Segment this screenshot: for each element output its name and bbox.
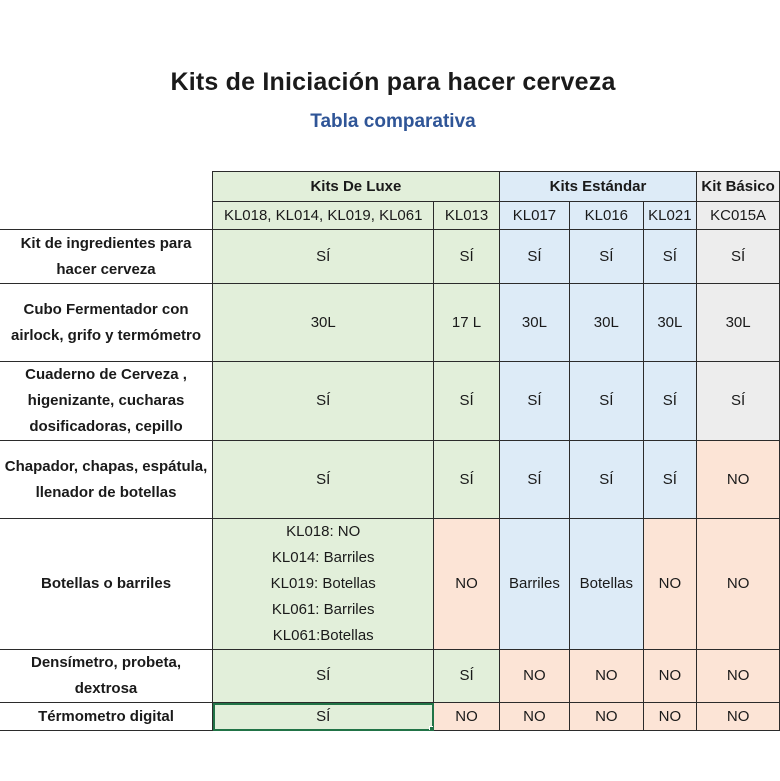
row-label[interactable]: Cuaderno de Cerveza , higenizante, cucharas dosificadoras, cepillo xyxy=(0,362,213,441)
code-cell[interactable]: KL013 xyxy=(434,202,499,230)
deluxe-line: KL019: Botellas xyxy=(270,575,376,592)
table-row xyxy=(0,519,780,650)
table-cell[interactable]: NO xyxy=(434,519,499,650)
table-cell[interactable]: Botellas xyxy=(570,519,643,650)
table-cell[interactable]: SÍ xyxy=(499,362,569,441)
table-cell[interactable]: SÍ xyxy=(434,362,499,441)
table-row xyxy=(0,284,780,362)
table-cell[interactable]: SÍ xyxy=(213,362,434,441)
table-cell[interactable]: NO xyxy=(434,703,499,731)
table-cell[interactable]: NO xyxy=(499,650,569,703)
table-cell[interactable]: 17 L xyxy=(434,284,499,362)
table-cell[interactable]: SÍ xyxy=(213,230,434,284)
cell-text: SÍ xyxy=(316,707,331,725)
table-row xyxy=(0,230,780,284)
table-row xyxy=(0,362,780,441)
table-cell[interactable]: SÍ xyxy=(434,230,499,284)
deluxe-line: KL061: Barriles xyxy=(271,601,375,618)
comparison-table xyxy=(0,171,780,731)
table-cell[interactable] xyxy=(213,519,434,650)
row-label[interactable]: Kit de ingredientes para hacer cerveza xyxy=(0,230,213,284)
table-cell[interactable]: Barriles xyxy=(499,519,569,650)
deluxe-line: KL014: Barriles xyxy=(271,549,375,566)
table-cell[interactable]: SÍ xyxy=(213,650,434,703)
code-cell[interactable]: KL016 xyxy=(570,202,643,230)
code-cell[interactable]: KL021 xyxy=(643,202,697,230)
table-cell[interactable]: NO xyxy=(570,703,643,731)
table-cell[interactable]: 30L xyxy=(697,284,780,362)
row-label[interactable]: Botellas o barriles xyxy=(0,519,213,650)
code-cell[interactable]: KL017 xyxy=(499,202,569,230)
table-cell[interactable]: NO xyxy=(499,703,569,731)
blank-code-cell xyxy=(0,202,213,230)
page-subtitle: Tabla comparativa xyxy=(310,111,476,132)
table-cell[interactable]: NO xyxy=(697,519,780,650)
group-header-basico[interactable]: Kit Básico xyxy=(697,172,780,202)
table-cell[interactable]: NO xyxy=(643,703,697,731)
table-cell[interactable]: SÍ xyxy=(570,230,643,284)
table-cell[interactable]: SÍ xyxy=(499,230,569,284)
group-header-estandar[interactable]: Kits Estándar xyxy=(499,172,697,202)
table-cell[interactable]: SÍ xyxy=(499,441,569,519)
page-title: Kits de Iniciación para hacer cerveza xyxy=(170,68,616,96)
table-cell[interactable]: 30L xyxy=(213,284,434,362)
table-cell[interactable]: SÍ xyxy=(643,230,697,284)
row-label[interactable]: Térmometro digital xyxy=(0,703,213,731)
code-cell[interactable]: KL018, KL014, KL019, KL061 xyxy=(213,202,434,230)
table-row xyxy=(0,650,780,703)
table-cell[interactable]: NO xyxy=(570,650,643,703)
blank-header-cell xyxy=(0,172,213,202)
table-cell[interactable]: SÍ xyxy=(570,441,643,519)
table-cell[interactable]: SÍ xyxy=(434,441,499,519)
deluxe-line: KL061:Botellas xyxy=(272,627,374,644)
table-cell[interactable]: SÍ xyxy=(697,362,780,441)
table-cell[interactable]: SÍ xyxy=(213,441,434,519)
table-cell[interactable]: 30L xyxy=(643,284,697,362)
table-cell[interactable]: SÍ xyxy=(643,441,697,519)
table-cell[interactable]: NO xyxy=(697,650,780,703)
table-cell[interactable]: SÍ xyxy=(643,362,697,441)
fill-handle[interactable] xyxy=(429,726,434,731)
table-row xyxy=(0,441,780,519)
table-cell[interactable]: 30L xyxy=(570,284,643,362)
code-header-row xyxy=(0,202,780,230)
group-header-row xyxy=(0,172,780,202)
table-cell[interactable]: 30L xyxy=(499,284,569,362)
selected-cell[interactable] xyxy=(213,703,434,731)
table-cell[interactable]: NO xyxy=(697,703,780,731)
table-cell[interactable]: SÍ xyxy=(570,362,643,441)
table-cell[interactable]: NO xyxy=(643,519,697,650)
table-row xyxy=(0,703,780,731)
row-label[interactable]: Chapador, chapas, espátula, llenador de botellas xyxy=(0,441,213,519)
group-header-deluxe[interactable]: Kits De Luxe xyxy=(213,172,500,202)
table-cell[interactable]: NO xyxy=(697,441,780,519)
code-cell[interactable]: KC015A xyxy=(697,202,780,230)
table-cell[interactable]: NO xyxy=(643,650,697,703)
table-cell[interactable]: SÍ xyxy=(697,230,780,284)
row-label[interactable]: Densímetro, probeta, dextrosa xyxy=(0,650,213,703)
table-cell[interactable]: SÍ xyxy=(434,650,499,703)
deluxe-line: KL018: NO xyxy=(286,523,361,540)
row-label[interactable]: Cubo Fermentador con airlock, grifo y termómetro xyxy=(0,284,213,362)
